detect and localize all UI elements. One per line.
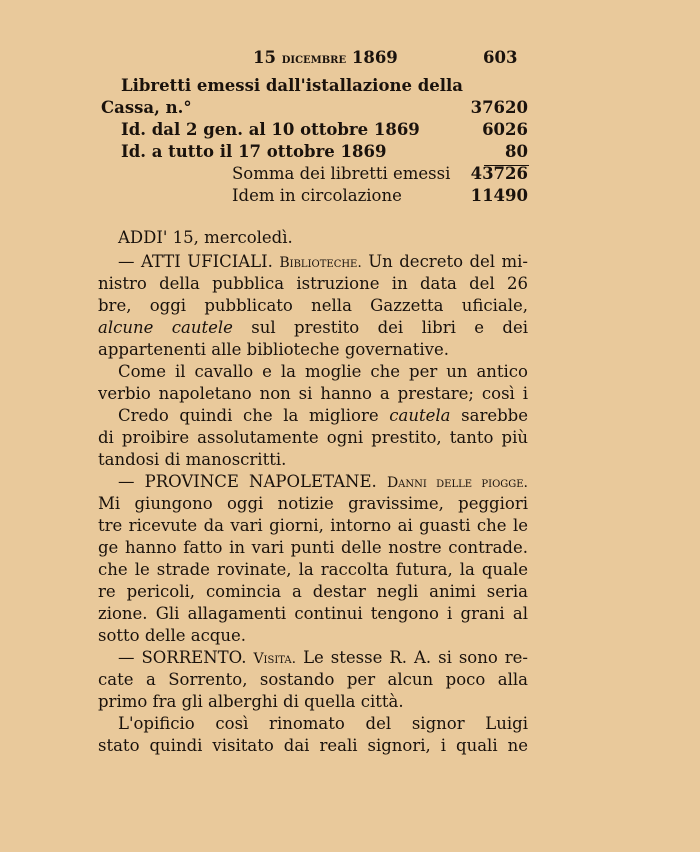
text-line: di proibire assolutamente ogni prestito, tanto più xyxy=(98,428,528,447)
table-row-label: Id. a tutto il 17 ottobre 1869 xyxy=(121,142,387,161)
text-line: Mi giungono oggi notizie gravissime, peggiori xyxy=(98,494,528,513)
table-row-value: 37620 xyxy=(470,98,528,117)
text-line: cate a Sorrento, sostando per alcun poco alla xyxy=(98,670,528,689)
table-row-label: Somma dei libretti emessi xyxy=(232,164,451,183)
text-line: ADDI' 15, mercoledì. xyxy=(118,228,293,247)
text-line: tre ricevute da vari giorni, intorno ai guasti che le xyxy=(98,516,528,535)
text-line: Credo quindi che la migliore cautela sarebbe xyxy=(118,406,528,425)
text-line: L'opificio così rinomato del signor Luigi xyxy=(118,714,528,733)
table-row-value: 80 xyxy=(505,142,528,161)
table-row-value: 43726 xyxy=(470,164,528,183)
text-line: primo fra gli alberghi di quella città. xyxy=(98,692,404,711)
table-row-label: Libretti emessi dall'istallazione della xyxy=(121,76,463,95)
table-row-value: 11490 xyxy=(470,186,528,205)
table-row-label: Id. dal 2 gen. al 10 ottobre 1869 xyxy=(121,120,420,139)
table-row-label: Cassa, n.° xyxy=(101,98,192,117)
text-line: Come il cavallo e la moglie che per un antico xyxy=(118,362,528,381)
running-header: 15 dicembre 1869 xyxy=(253,48,398,67)
text-line: nistro della pubblica istruzione in data del 26 xyxy=(98,274,528,293)
text-line: bre, oggi pubblicato nella Gazzetta uficiale, xyxy=(98,296,528,315)
text-line: tandosi di manoscritti. xyxy=(98,450,287,469)
text-line: — PROVINCE NAPOLETANE. Danni delle piogge. xyxy=(118,472,528,491)
table-row-value: 6026 xyxy=(482,120,528,139)
text-line: stato quindi visitato dai reali signori, i quali ne xyxy=(98,736,528,755)
text-line: zione. Gli allagamenti continui tengono i grani al xyxy=(98,604,528,623)
text-line: verbio napoletano non si hanno a prestare; così i xyxy=(98,384,528,403)
text-line: che le strade rovinate, la raccolta futura, la quale xyxy=(98,560,528,579)
text-line: sotto delle acque. xyxy=(98,626,247,645)
page-number: 603 xyxy=(483,48,518,67)
text-line: re pericoli, comincia a destar negli animi seria xyxy=(98,582,528,601)
text-line: — SORRENTO. Visita. Le stesse R. A. si sono re- xyxy=(118,648,528,667)
text-line: — ATTI UFICIALI. Biblioteche. Un decreto del mi- xyxy=(118,252,528,271)
text-line: ge hanno fatto in vari punti delle nostre contrade. xyxy=(98,538,528,557)
text-line: alcune cautele sul prestito dei libri e dei xyxy=(98,318,528,337)
table-row-label: Idem in circolazione xyxy=(232,186,402,205)
text-line: appartenenti alle biblioteche governative. xyxy=(98,340,449,359)
